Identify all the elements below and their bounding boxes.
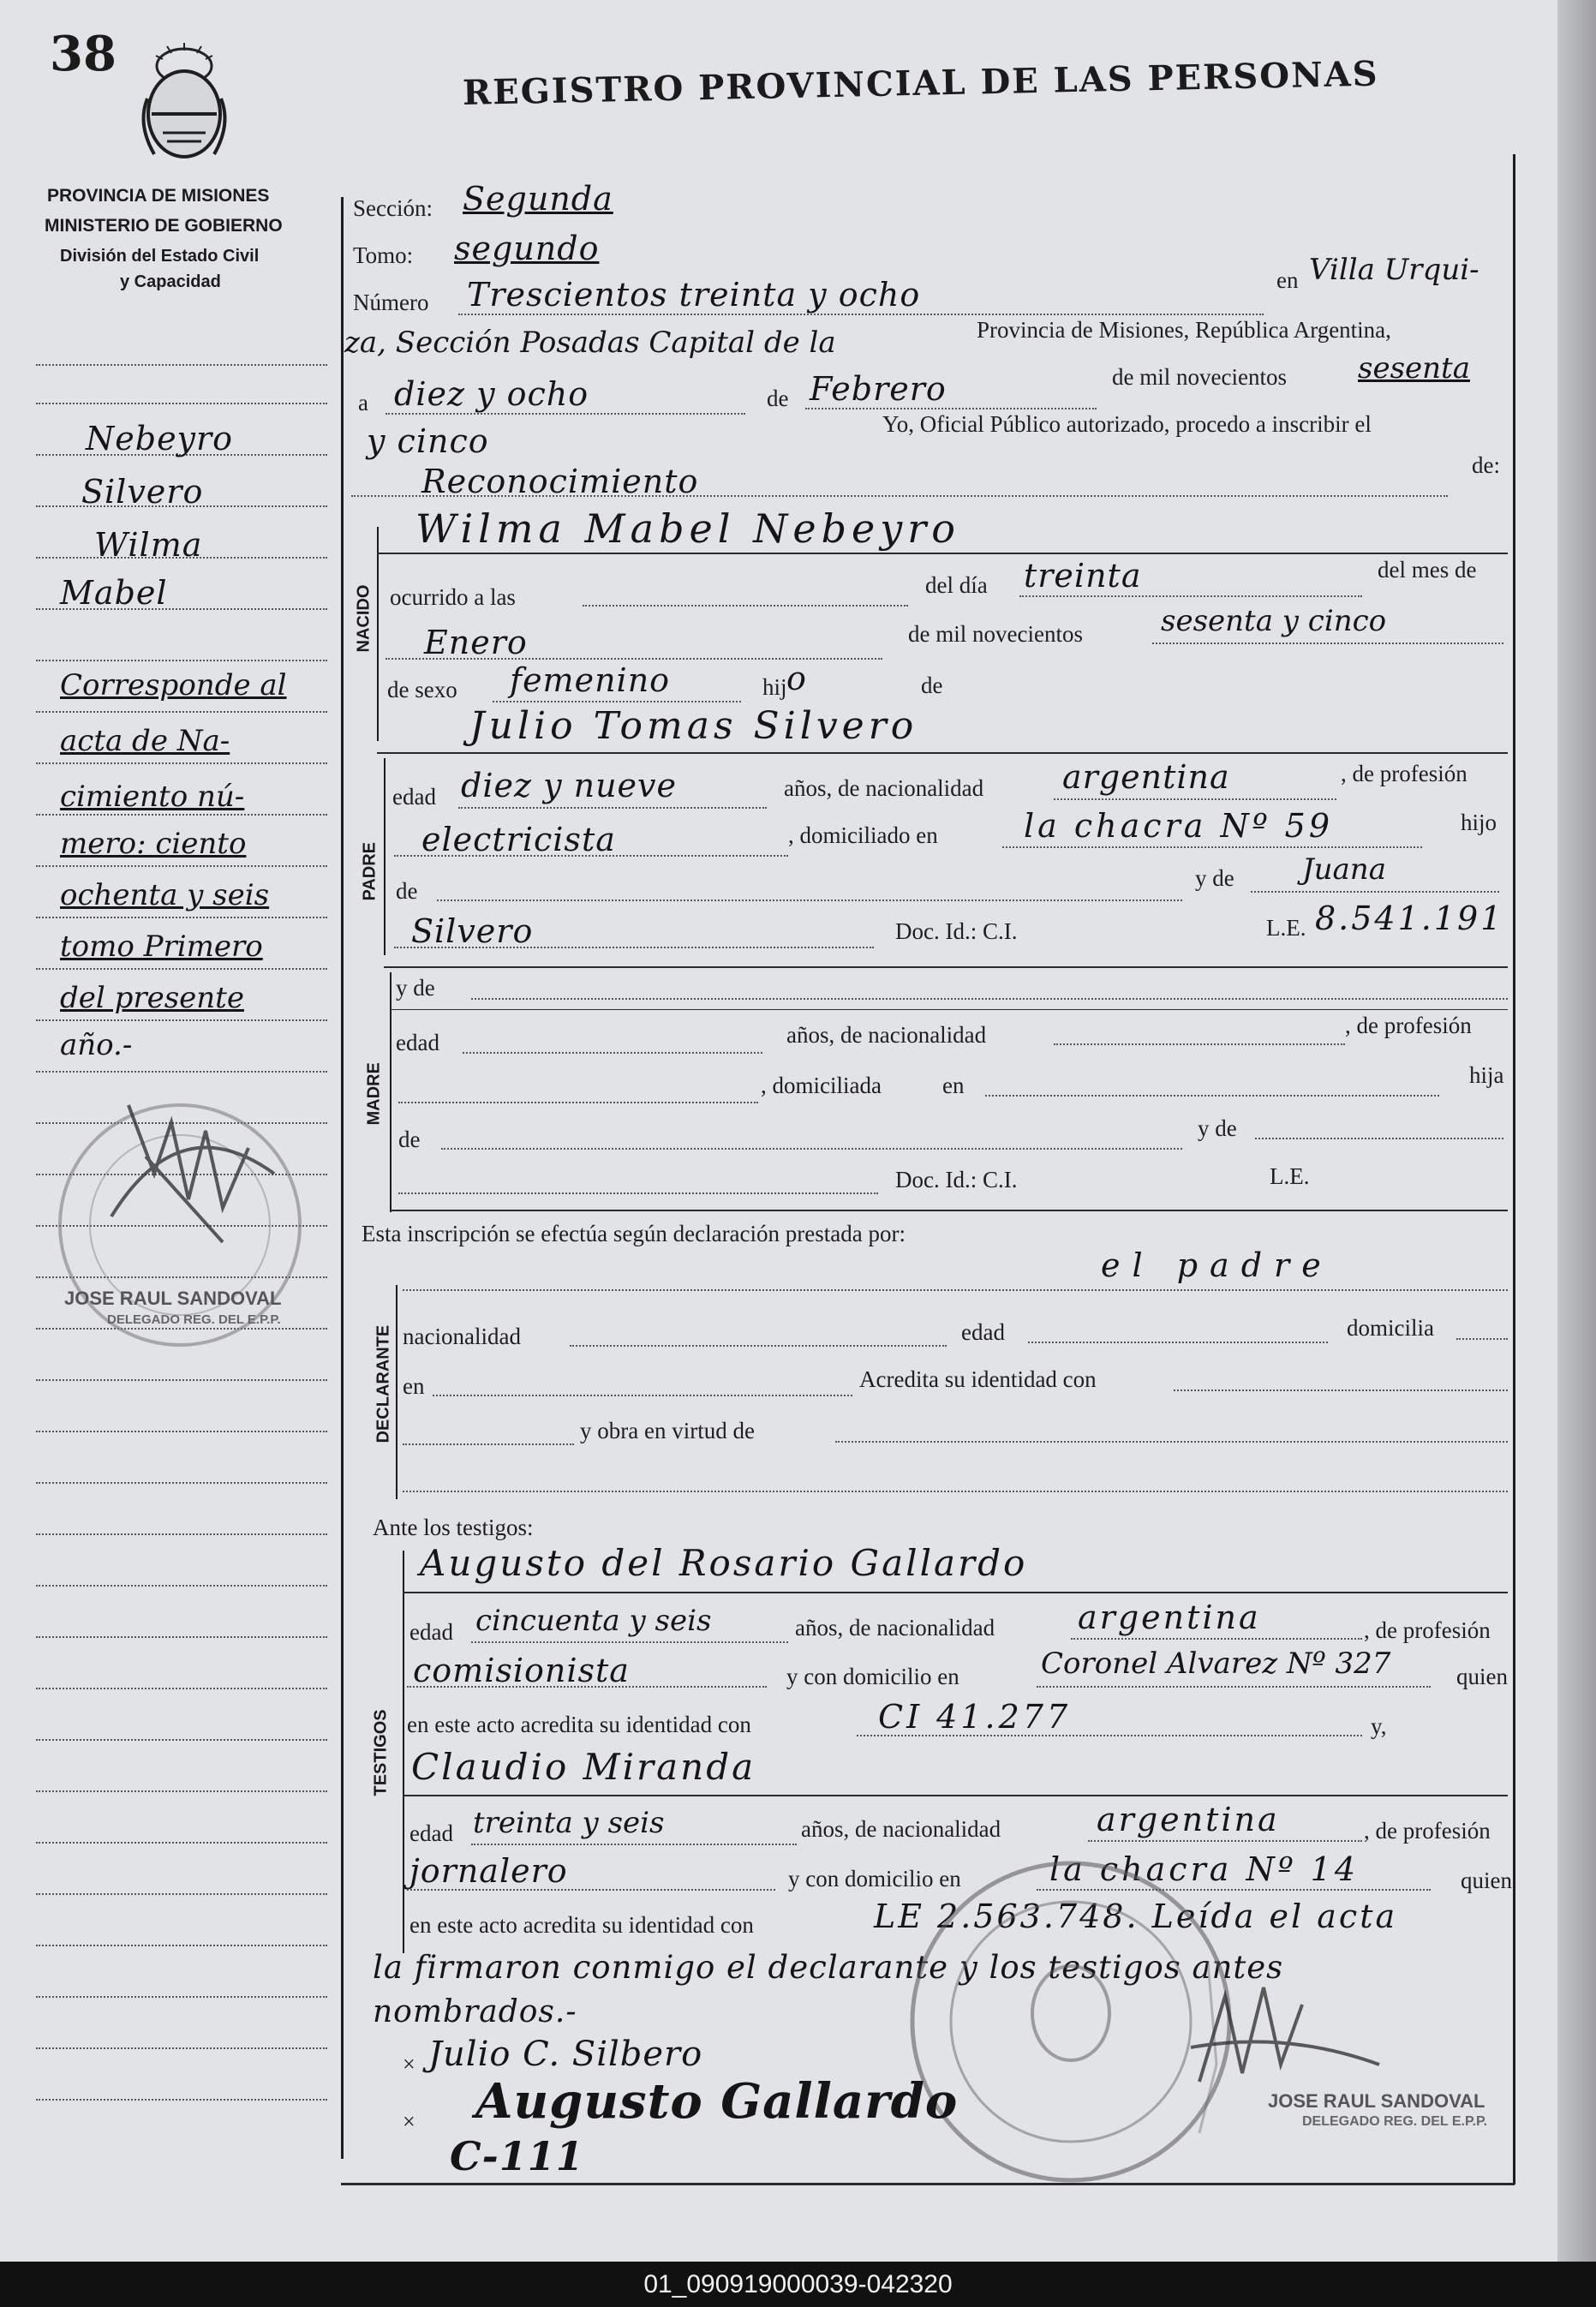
rule [583, 605, 908, 607]
label-mil-novecientos: de mil novecientos [1112, 364, 1287, 390]
stamp-right-name: JOSE RAUL SANDOVAL [1268, 2090, 1485, 2112]
rule [433, 1395, 852, 1396]
value-lugar-cont: za, Sección Posadas Capital de la [344, 326, 836, 360]
form-right-border [1513, 154, 1515, 2184]
rule [471, 1641, 788, 1643]
label-t1-y: y, [1371, 1713, 1387, 1739]
label-padre-yde: y de [1195, 865, 1234, 891]
value-lugar: Villa Urqui- [1309, 253, 1479, 287]
value-t2-dom: la chacra Nº 14 [1049, 1850, 1360, 1888]
rule [471, 998, 1508, 1000]
label-t2-edad: edad [409, 1820, 453, 1846]
margin-line [36, 660, 327, 661]
label-decl-domicilia: domicilia [1347, 1315, 1434, 1341]
label-t2-en-este-acto: en este acto acredita su identidad con [409, 1912, 754, 1938]
label-t1-nac: años, de nacionalidad [795, 1615, 995, 1641]
label-ante-testigos: Ante los testigos: [373, 1515, 534, 1540]
margin-line [36, 762, 327, 764]
margin-line [36, 917, 327, 918]
label-padre-edad: edad [392, 784, 436, 810]
label-hij-de: de [921, 672, 943, 698]
margin-note-line: del presente [60, 981, 244, 1015]
label-seccion: Sección: [353, 195, 433, 221]
margin-note-line: Corresponde al [60, 668, 287, 702]
margin-line [36, 1842, 327, 1844]
margin-line [36, 1893, 327, 1895]
margin-line [36, 1585, 327, 1587]
margin-line [36, 1636, 327, 1638]
section-label-nacido: NACIDO [354, 584, 374, 653]
margin-line [36, 1019, 327, 1021]
label-padre-de: de [396, 878, 418, 904]
declarante-inner-border [396, 1285, 398, 1499]
margin-note-line: mero: ciento [60, 827, 247, 861]
rule [570, 1345, 947, 1347]
rule [1152, 642, 1503, 644]
label-t2-prof: , de profesión [1364, 1818, 1491, 1844]
label-del-dia: del día [925, 572, 988, 598]
signature-witness: Augusto Gallardo [475, 2073, 959, 2130]
margin-line [36, 1996, 327, 1998]
label-madre-doc: Doc. Id.: C.I. [895, 1167, 1018, 1192]
value-padre-nac: argentina [1062, 758, 1230, 796]
value-nacido-anio: sesenta y cinco [1161, 604, 1387, 638]
label-de-mes: de [767, 385, 789, 411]
label-decl-edad: edad [961, 1319, 1005, 1345]
label-numero: Número [353, 290, 429, 315]
margin-line [36, 1945, 327, 1946]
label-decl-nac: nacionalidad [403, 1324, 521, 1349]
margin-note-line: Wilma [94, 526, 203, 564]
value-nacido-mes: Enero [424, 624, 528, 661]
margin-line [36, 2047, 327, 2049]
value-mes: Febrero [810, 370, 947, 408]
rule [1251, 891, 1499, 893]
label-decl-en: en [403, 1373, 425, 1399]
label-decl-acredita: Acredita su identidad con [859, 1366, 1097, 1392]
signature-mark: × [403, 2109, 415, 2134]
padre-inner-border [384, 758, 386, 955]
label-hijo: hijo [1461, 810, 1497, 835]
rule [403, 1443, 574, 1445]
rule [1071, 1638, 1362, 1640]
rule [377, 752, 1508, 754]
rule [805, 408, 1097, 409]
margin-line [36, 1739, 327, 1741]
label-padre-dom: , domiciliado en [788, 822, 938, 848]
value-t2-nac: argentina [1097, 1801, 1280, 1838]
margin-note-line: Silvero [81, 473, 204, 511]
rule [458, 314, 1264, 315]
org-division: División del Estado Civil [60, 247, 260, 266]
label-t2-nac: años, de nacionalidad [801, 1816, 1001, 1842]
label-t2-quien: quien [1461, 1868, 1512, 1893]
rule [386, 413, 745, 415]
rule [403, 1289, 1508, 1291]
label-t2-dom: y con domicilio en [788, 1866, 961, 1892]
label-t1-quien: quien [1456, 1664, 1508, 1689]
label-padre-doc: Doc. Id.: C.I. [895, 918, 1018, 944]
rule [390, 1009, 1508, 1010]
signature-official: C-111 [450, 2133, 584, 2179]
stamp-left-name: JOSE RAUL SANDOVAL [64, 1288, 282, 1309]
label-padre-prof: , de profesión [1341, 761, 1467, 786]
margin-note-line: cimiento nú- [60, 780, 245, 814]
document-title: REGISTRO PROVINCIAL DE LAS PERSONAS [462, 53, 1380, 113]
official-stamp-left-icon [51, 1071, 326, 1431]
rule [1054, 798, 1336, 800]
rule [407, 1889, 775, 1891]
rule [1255, 1138, 1503, 1139]
form-left-border [341, 197, 344, 2159]
rule [384, 966, 1508, 968]
label-padre-le: L.E. [1266, 915, 1306, 941]
value-padre-edad: diez y nueve [461, 767, 678, 804]
margin-line [36, 1482, 327, 1484]
rule [437, 899, 1182, 901]
value-padre-madre: Juana [1302, 852, 1386, 887]
label-del-mes: del mes de [1378, 557, 1477, 583]
margin-note-line: acta de Na- [60, 724, 230, 758]
value-t1-prof: comisionista [413, 1652, 630, 1689]
closing-line-1: la firmaron conmigo el declarante y los testigos antes [373, 1949, 1284, 1986]
rule [386, 658, 882, 660]
page-edge-shadow [1557, 0, 1596, 2262]
margin-line [36, 865, 327, 867]
rule [398, 1102, 758, 1103]
rule [1002, 846, 1422, 848]
rule [1037, 1686, 1431, 1688]
stamp-right-role: DELEGADO REG. DEL E.P.P. [1302, 2114, 1488, 2129]
value-padre-apellido: Silvero [411, 912, 534, 950]
rule [463, 1052, 762, 1054]
label-madre-le: L.E. [1270, 1163, 1310, 1189]
margin-line [36, 1790, 327, 1792]
value-sexo: femenino [510, 661, 671, 699]
margin-note-line: Nebeyro [86, 420, 234, 457]
rule [1019, 595, 1362, 597]
label-ocurrido: ocurrido a las [390, 584, 516, 610]
value-padre-dom: la chacra Nº 59 [1024, 807, 1334, 845]
value-t1-dom: Coronel Alvarez Nº 327 [1041, 1647, 1391, 1681]
rule [377, 553, 1508, 554]
value-numero: Trescientos treinta y ocho [467, 276, 921, 314]
label-a: a [358, 390, 368, 415]
rule [441, 1148, 1182, 1150]
rule [394, 947, 874, 948]
label-hij: hij [762, 674, 787, 700]
value-testigo1: Augusto del Rosario Gallardo [420, 1542, 1028, 1584]
value-anio-2: y cinco [367, 422, 489, 460]
org-division-2: y Capacidad [120, 272, 221, 291]
label-madre-dom: , domiciliada [761, 1073, 882, 1098]
rule [1028, 1342, 1328, 1343]
margin-note-line: tomo Primero [60, 929, 263, 964]
rule [985, 1095, 1439, 1097]
value-t1-edad: cincuenta y seis [475, 1604, 712, 1638]
margin-line [36, 1533, 327, 1535]
value-seccion: Segunda [463, 180, 613, 218]
value-t2-doc: LE 2.563.748. Leída el acta [874, 1898, 1398, 1935]
label-t1-en-este-acto: en este acto acredita su identidad con [407, 1712, 751, 1737]
rule [403, 1795, 1508, 1796]
signature-father: Julio C. Silbero [428, 2035, 703, 2074]
rule [403, 1592, 1508, 1593]
value-dia: diez y ocho [394, 375, 589, 413]
value-declarante: el padre [1101, 1246, 1333, 1284]
label-madre-en: en [942, 1073, 965, 1098]
stamp-left-role: DELEGADO REG. DEL E.P.P. [107, 1312, 281, 1327]
value-hij: o [786, 660, 807, 697]
value-padre-nombre: Julio Tomas Silvero [469, 704, 918, 748]
page-number: 38 [50, 26, 117, 82]
section-label-padre: PADRE [360, 841, 380, 901]
label-madre-prof: , de profesión [1345, 1013, 1472, 1038]
rule [1054, 1043, 1345, 1045]
rule [458, 807, 767, 809]
label-provincia: Provincia de Misiones, República Argentina, [977, 317, 1391, 343]
section-label-madre: MADRE [364, 1062, 384, 1126]
margin-note-line: ochenta y seis [60, 878, 270, 912]
section-label-testigos: TESTIGOS [371, 1709, 391, 1796]
value-testigo2: Claudio Miranda [411, 1746, 756, 1788]
margin-line [36, 2099, 327, 2101]
rule [835, 1441, 1508, 1443]
value-nombre: Wilma Mabel Nebeyro [415, 505, 960, 552]
section-label-declarante: DECLARANTE [374, 1324, 393, 1443]
rule [351, 495, 1448, 497]
label-declaracion: Esta inscripción se efectúa según declaración prestada por: [362, 1221, 906, 1246]
org-ministry: MINISTERIO DE GOBIERNO [45, 216, 283, 236]
value-padre-le: 8.541.191 [1315, 899, 1504, 937]
margin-line [36, 364, 327, 366]
margin-line [36, 814, 327, 816]
value-anio-1: sesenta [1358, 351, 1470, 385]
margin-line [36, 1431, 327, 1432]
rule [394, 855, 788, 857]
label-t1-prof: , de profesión [1364, 1617, 1491, 1643]
value-t2-prof: jornalero [409, 1852, 568, 1890]
label-sexo: de sexo [387, 677, 457, 702]
label-madre-nac: años, de nacionalidad [786, 1022, 987, 1048]
label-madre-de: de [398, 1127, 421, 1152]
value-padre-prof: electricista [421, 821, 616, 858]
label-nacido-mil: de mil novecientos [908, 621, 1083, 647]
rule [407, 1686, 767, 1688]
nacido-inner-border [377, 527, 379, 741]
label-t1-dom: y con domicilio en [786, 1664, 959, 1689]
madre-inner-border [390, 972, 392, 1212]
image-caption: 01_090919000039-042320 [0, 2262, 1596, 2307]
margin-line [36, 711, 327, 713]
rule [403, 1491, 1508, 1492]
margin-line [36, 403, 327, 404]
label-en: en [1276, 267, 1299, 293]
label-padre-nac: años, de nacionalidad [784, 775, 984, 801]
rule [390, 1210, 1508, 1211]
signature-scribble-icon [1182, 1970, 1405, 2107]
label-madre-yde2: y de [1198, 1115, 1237, 1141]
value-t1-doc: CI 41.277 [878, 1698, 1072, 1736]
margin-note-line: año.- [60, 1028, 133, 1062]
coat-of-arms-icon [129, 39, 240, 167]
rule [471, 1844, 797, 1845]
label-decl-obra: y obra en virtud de [580, 1418, 755, 1443]
value-nacido-dia: treinta [1024, 557, 1142, 595]
label-hija: hija [1469, 1062, 1504, 1088]
label-t1-edad: edad [409, 1619, 453, 1645]
value-t1-nac: argentina [1078, 1599, 1261, 1636]
label-madre-yde: y de [396, 975, 435, 1001]
margin-line [36, 1688, 327, 1689]
label-yo-oficial: Yo, Oficial Público autorizado, procedo a inscribir el [882, 411, 1372, 437]
rule [1174, 1390, 1508, 1391]
rule [1456, 1338, 1508, 1340]
closing-line-2: nombrados.- [373, 1994, 577, 2029]
value-tomo: segundo [454, 230, 600, 267]
signature-mark: × [403, 2052, 415, 2077]
org-province: PROVINCIA DE MISIONES [47, 186, 270, 206]
value-acto: Reconocimiento [421, 463, 699, 500]
testigos-inner-border [403, 1551, 404, 1953]
rule [398, 1192, 878, 1194]
margin-line [36, 968, 327, 970]
margin-note-line: Mabel [60, 574, 168, 612]
rule [493, 701, 741, 702]
label-tomo: Tomo: [353, 242, 414, 268]
label-de-colon: de: [1472, 452, 1500, 478]
value-t2-edad: treinta y seis [473, 1806, 665, 1840]
page-bottom-rule [341, 2183, 1515, 2185]
label-madre-edad: edad [396, 1030, 439, 1055]
